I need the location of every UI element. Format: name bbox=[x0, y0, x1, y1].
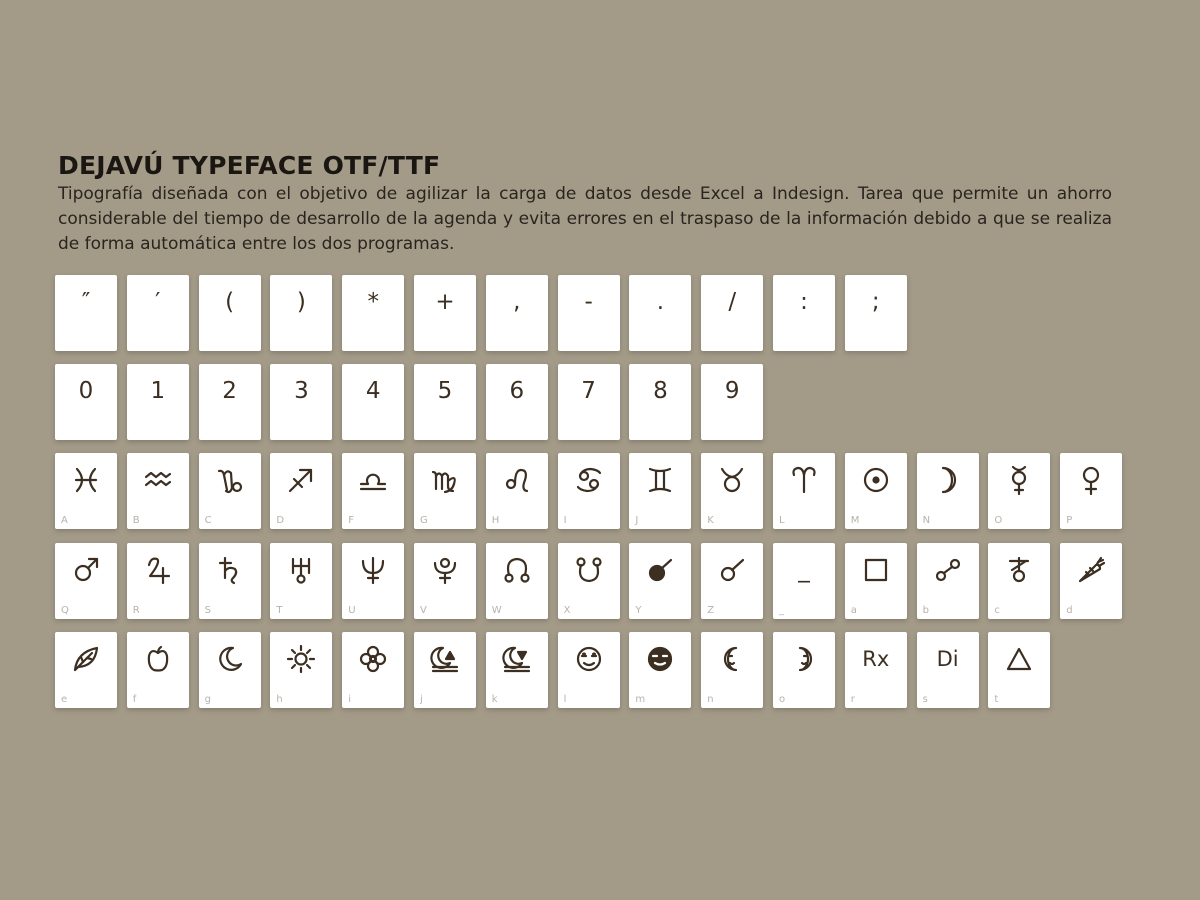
glyph-card bbox=[701, 364, 763, 440]
glyph-char: ) bbox=[296, 289, 306, 315]
glyph-key-label: _ bbox=[779, 604, 784, 616]
glyph-card bbox=[55, 632, 117, 708]
glyph-key-label: W bbox=[491, 604, 502, 616]
page-description: Tipografía diseñada con el objetivo de agilizar la carga de datos desde Excel a Indesign. Tarea que permite un ahorro considerable del tiempo de desarrollo de la agenda y evita errores en el traspaso de la información debido a que se realiza de forma automática entre los dos programas. bbox=[58, 184, 1112, 254]
glyph-key-label: R bbox=[132, 604, 140, 616]
jupiter-icon bbox=[127, 552, 189, 588]
glyph-key-label: M bbox=[850, 515, 860, 527]
glyph-key-label: N bbox=[922, 515, 931, 527]
glyph-card bbox=[701, 543, 763, 619]
glyph-key-label: S bbox=[204, 604, 211, 616]
glyph-card bbox=[127, 453, 189, 529]
glyph-key-label: j bbox=[420, 693, 423, 705]
glyph-card bbox=[773, 275, 835, 351]
glyph-char: Di bbox=[936, 646, 959, 671]
glyph-card bbox=[55, 453, 117, 529]
glyph-key-label: s bbox=[922, 693, 928, 705]
glyph-key-label: t bbox=[994, 693, 999, 705]
glyph-key-label: Q bbox=[61, 604, 69, 616]
glyph-key-label: B bbox=[132, 515, 140, 527]
glyph-card bbox=[558, 632, 620, 708]
apple-icon bbox=[127, 641, 189, 677]
glyph-char: : bbox=[800, 289, 808, 315]
glyph-card bbox=[629, 453, 691, 529]
leo-icon bbox=[486, 462, 548, 498]
glyph-card bbox=[917, 632, 979, 708]
glyph-char: _ bbox=[798, 556, 810, 583]
glyph-card bbox=[270, 632, 332, 708]
glyph-char: 1 bbox=[150, 378, 166, 405]
glyph-key-label: l bbox=[563, 693, 567, 705]
glyph-key-label: c bbox=[994, 604, 1000, 616]
glyph-card bbox=[342, 275, 404, 351]
glyph-card bbox=[558, 275, 620, 351]
glyph-card bbox=[558, 543, 620, 619]
glyph-key-label: X bbox=[563, 604, 571, 616]
triangle-icon bbox=[988, 641, 1050, 677]
black-moon-lilith-icon bbox=[629, 552, 691, 588]
glyph-key-label: i bbox=[348, 693, 351, 705]
glyph-char: 0 bbox=[78, 378, 94, 405]
taurus-icon bbox=[701, 462, 763, 498]
glyph-card bbox=[1060, 453, 1122, 529]
mars-icon bbox=[55, 552, 117, 588]
north-node-icon bbox=[486, 552, 548, 588]
glyph-card bbox=[414, 453, 476, 529]
glyph-card bbox=[414, 543, 476, 619]
glyph-card bbox=[845, 453, 907, 529]
square-aspect-icon bbox=[845, 552, 907, 588]
glyph-char: - bbox=[584, 289, 593, 315]
glyph-key-label: f bbox=[132, 693, 137, 705]
glyph-card bbox=[1060, 543, 1122, 619]
glyph-char: 8 bbox=[653, 378, 668, 405]
glyph-key-label: n bbox=[707, 693, 714, 705]
glyph-card bbox=[845, 632, 907, 708]
glyph-card bbox=[845, 543, 907, 619]
glyph-card bbox=[558, 364, 620, 440]
new-moon-face-icon bbox=[629, 641, 691, 677]
glyph-card bbox=[988, 632, 1050, 708]
venus-icon bbox=[1060, 462, 1122, 498]
glyph-key-label: K bbox=[707, 515, 714, 527]
glyph-key-label: H bbox=[491, 515, 500, 527]
glyph-char: , bbox=[513, 289, 521, 315]
saturn-icon bbox=[199, 552, 261, 588]
glyph-card bbox=[414, 632, 476, 708]
mercury-icon bbox=[988, 462, 1050, 498]
capricorn-icon bbox=[199, 462, 261, 498]
glyph-card bbox=[342, 632, 404, 708]
glyph-card bbox=[199, 632, 261, 708]
glyph-key-label: m bbox=[635, 693, 646, 705]
glyph-key-label: e bbox=[61, 693, 68, 705]
glyph-card bbox=[486, 275, 548, 351]
chiron-icon bbox=[988, 552, 1050, 588]
glyph-key-label: L bbox=[779, 515, 785, 527]
glyph-key-label: a bbox=[850, 604, 857, 616]
glyph-char: Rx bbox=[862, 646, 890, 671]
glyph-char: ″ bbox=[81, 289, 91, 315]
carrot-icon bbox=[1060, 552, 1122, 588]
pluto-icon bbox=[414, 552, 476, 588]
glyph-char: 9 bbox=[724, 378, 740, 405]
glyph-card bbox=[486, 453, 548, 529]
glyph-key-label: O bbox=[994, 515, 1003, 527]
aquarius-icon bbox=[127, 462, 189, 498]
glyph-key-label: U bbox=[348, 604, 356, 616]
glyph-card bbox=[629, 364, 691, 440]
glyph-card bbox=[917, 453, 979, 529]
crescent-moon-icon bbox=[199, 641, 261, 677]
glyph-key-label: T bbox=[276, 604, 283, 616]
glyph-key-label: r bbox=[850, 693, 855, 705]
glyph-char: 5 bbox=[437, 378, 453, 405]
glyph-key-label: F bbox=[348, 515, 354, 527]
glyph-key-label: d bbox=[1066, 604, 1073, 616]
glyph-key-label: P bbox=[1066, 515, 1073, 527]
glyph-card bbox=[127, 364, 189, 440]
lilith-icon bbox=[701, 552, 763, 588]
glyph-card bbox=[845, 275, 907, 351]
glyph-card bbox=[988, 453, 1050, 529]
aries-icon bbox=[773, 462, 835, 498]
sagittarius-icon bbox=[270, 462, 332, 498]
waning-moon-face-icon bbox=[773, 641, 835, 677]
glyph-char: / bbox=[728, 289, 737, 315]
glyph-card bbox=[414, 364, 476, 440]
glyph-card bbox=[701, 453, 763, 529]
south-node-icon bbox=[558, 552, 620, 588]
moon-waves-up-icon bbox=[414, 641, 476, 677]
glyph-card bbox=[55, 543, 117, 619]
moon-waves-down-icon bbox=[486, 641, 548, 677]
glyph-card bbox=[629, 543, 691, 619]
glyph-card bbox=[270, 364, 332, 440]
glyph-card bbox=[270, 453, 332, 529]
glyph-card bbox=[773, 632, 835, 708]
glyph-card bbox=[199, 543, 261, 619]
glyph-card bbox=[988, 543, 1050, 619]
glyph-card bbox=[342, 543, 404, 619]
glyph-card bbox=[127, 275, 189, 351]
glyph-card bbox=[629, 275, 691, 351]
glyph-char: 3 bbox=[294, 378, 309, 405]
glyph-key-label: C bbox=[204, 515, 212, 527]
glyph-card bbox=[127, 632, 189, 708]
glyph-card bbox=[773, 453, 835, 529]
glyph-card bbox=[773, 543, 835, 619]
glyph-card bbox=[127, 543, 189, 619]
glyph-card bbox=[629, 632, 691, 708]
glyph-key-label: G bbox=[420, 515, 428, 527]
glyph-card bbox=[55, 364, 117, 440]
flower-icon bbox=[342, 641, 404, 677]
glyph-char: + bbox=[435, 289, 455, 315]
glyph-card bbox=[701, 275, 763, 351]
glyph-char: ( bbox=[225, 289, 235, 315]
glyph-key-label: h bbox=[276, 693, 283, 705]
glyph-char: 6 bbox=[509, 378, 525, 405]
gemini-icon bbox=[629, 462, 691, 498]
glyph-key-label: b bbox=[922, 604, 929, 616]
glyph-key-label: I bbox=[563, 515, 567, 527]
pisces-icon bbox=[55, 462, 117, 498]
glyph-card bbox=[701, 632, 763, 708]
glyph-card bbox=[342, 364, 404, 440]
glyph-card bbox=[270, 275, 332, 351]
glyph-char: 4 bbox=[365, 378, 381, 405]
moon-symbol-icon bbox=[917, 462, 979, 498]
glyph-card bbox=[486, 543, 548, 619]
glyph-key-label: D bbox=[276, 515, 285, 527]
glyph-key-label: J bbox=[635, 515, 639, 527]
glyph-card bbox=[558, 453, 620, 529]
sun-symbol-icon bbox=[845, 462, 907, 498]
glyph-card bbox=[486, 632, 548, 708]
glyph-card bbox=[199, 275, 261, 351]
glyph-card bbox=[55, 275, 117, 351]
header bbox=[58, 150, 1112, 257]
glyph-char: . bbox=[656, 289, 665, 315]
libra-icon bbox=[342, 462, 404, 498]
glyph-card bbox=[414, 275, 476, 351]
virgo-icon bbox=[414, 462, 476, 498]
glyph-char: ′ bbox=[155, 289, 161, 315]
full-moon-face-icon bbox=[558, 641, 620, 677]
glyph-card bbox=[270, 543, 332, 619]
page-title: DEJAVÚ TYPEFACE OTF/TTF bbox=[58, 151, 441, 180]
glyph-char: * bbox=[367, 289, 379, 315]
glyph-key-label: V bbox=[420, 604, 427, 616]
sun-rays-icon bbox=[270, 641, 332, 677]
glyph-card bbox=[486, 364, 548, 440]
neptune-icon bbox=[342, 552, 404, 588]
glyph-char: ; bbox=[871, 289, 880, 315]
glyph-card bbox=[199, 364, 261, 440]
leaf-icon bbox=[55, 641, 117, 677]
glyph-key-label: A bbox=[61, 515, 68, 527]
glyph-card bbox=[342, 453, 404, 529]
cancer-icon bbox=[558, 462, 620, 498]
uranus-icon bbox=[270, 552, 332, 588]
glyph-key-label: Z bbox=[707, 604, 715, 616]
glyph-key-label: o bbox=[779, 693, 786, 705]
glyph-key-label: g bbox=[204, 693, 211, 705]
glyph-key-label: Y bbox=[635, 604, 642, 616]
conjunction-icon bbox=[917, 552, 979, 588]
glyph-char: 7 bbox=[581, 378, 596, 405]
glyph-char: 2 bbox=[222, 378, 237, 405]
glyph-key-label: k bbox=[491, 693, 498, 705]
glyph-card bbox=[199, 453, 261, 529]
waxing-moon-face-icon bbox=[701, 641, 763, 677]
glyph-card bbox=[917, 543, 979, 619]
